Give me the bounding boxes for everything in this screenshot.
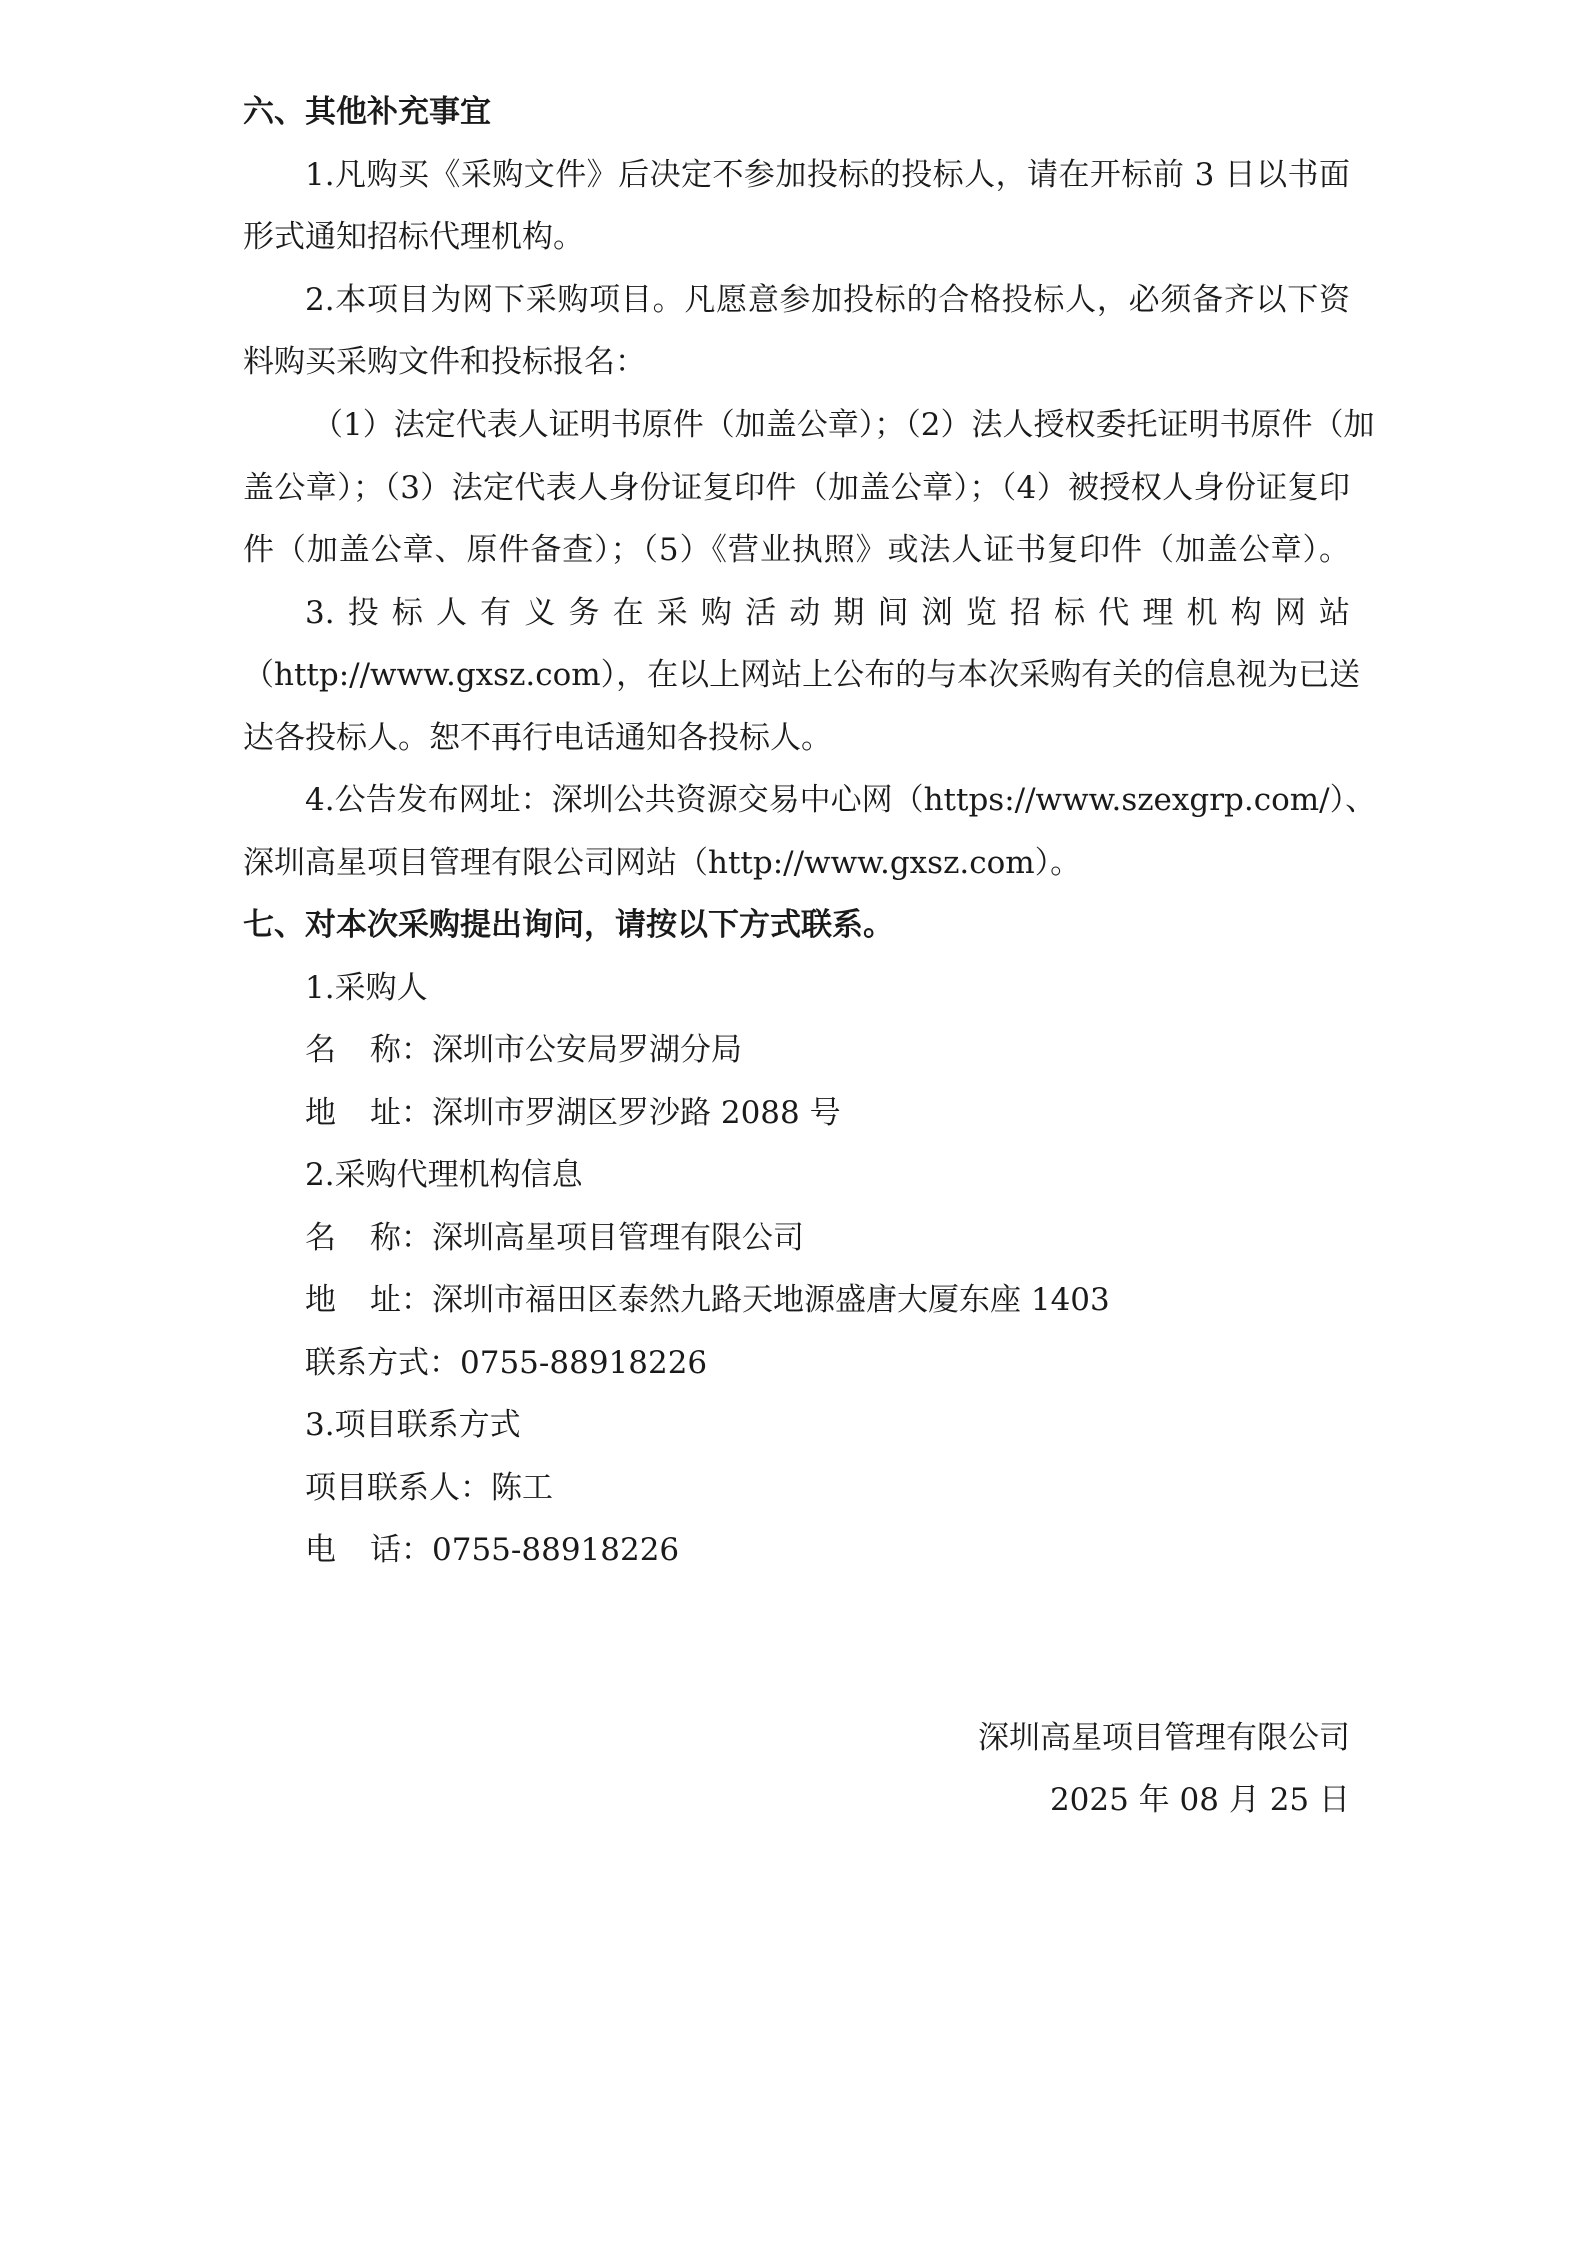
project-phone-value: ：0755-88918226 xyxy=(401,1532,680,1568)
agency-name-label: 名称 xyxy=(305,1220,401,1256)
item2-sub-line1: （1）法定代表人证明书原件（加盖公章）；（2）法人授权委托证明书原件（加 xyxy=(312,407,1375,443)
agency-name-row xyxy=(305,1218,804,1258)
project-person: 项目联系人：陈工 xyxy=(305,1470,553,1506)
project-phone-row xyxy=(305,1530,679,1570)
project-title: 3.项目联系方式 xyxy=(305,1407,521,1443)
project-phone-label: 电话 xyxy=(305,1532,401,1568)
agency-contact: 联系方式：0755-88918226 xyxy=(305,1345,708,1381)
agency-name-value: ：深圳高星项目管理有限公司 xyxy=(401,1220,804,1256)
item3-line1: 3.投标人有义务在采购活动期间浏览招标代理机构网站 xyxy=(305,595,1350,631)
item2-line2: 料购买采购文件和投标报名： xyxy=(243,344,646,380)
item3-line2: （http://www.gxsz.com），在以上网站上公布的与本次采购有关的信息视为已送 xyxy=(243,657,1361,693)
section7-heading: 七、对本次采购提出询问，请按以下方式联系。 xyxy=(243,907,894,943)
purchaser-addr-row xyxy=(305,1093,841,1133)
item4-line1: 4.公告发布网址：深圳公共资源交易中心网（https://www.szexgrp.com/）、 xyxy=(305,782,1377,818)
purchaser-title: 1.采购人 xyxy=(305,970,428,1006)
signature-date: 2025 年 08 月 25 日 xyxy=(1049,1782,1350,1818)
item1-line2: 形式通知招标代理机构。 xyxy=(243,219,584,255)
item4-line2: 深圳高星项目管理有限公司网站（http://www.gxsz.com）。 xyxy=(243,845,1082,881)
item2-line1: 2.本项目为网下采购项目。凡愿意参加投标的合格投标人，必须备齐以下资 xyxy=(305,282,1350,318)
purchaser-addr-value: ：深圳市罗湖区罗沙路 2088 号 xyxy=(401,1095,841,1131)
agency-title: 2.采购代理机构信息 xyxy=(305,1157,583,1193)
purchaser-addr-label: 地址 xyxy=(305,1095,401,1131)
item3-line3: 达各投标人。恕不再行电话通知各投标人。 xyxy=(243,720,832,756)
agency-addr-row xyxy=(305,1280,1110,1320)
section6-heading: 六、其他补充事宜 xyxy=(243,94,491,130)
agency-addr-label: 地址 xyxy=(305,1282,401,1318)
item2-sub-line3: 件（加盖公章、原件备查）；（5）《营业执照》或法人证书复印件（加盖公章）。 xyxy=(243,532,1350,568)
purchaser-name-label: 名称 xyxy=(305,1032,401,1068)
agency-addr-value: ：深圳市福田区泰然九路天地源盛唐大厦东座 1403 xyxy=(401,1282,1110,1318)
purchaser-name-row xyxy=(305,1030,742,1070)
purchaser-name-value: ：深圳市公安局罗湖分局 xyxy=(401,1032,742,1068)
item2-sub-line2: 盖公章）；（3）法定代表人身份证复印件（加盖公章）；（4）被授权人身份证复印 xyxy=(243,470,1350,506)
signature-company: 深圳高星项目管理有限公司 xyxy=(978,1720,1350,1756)
item1-line1: 1.凡购买《采购文件》后决定不参加投标的投标人，请在开标前 3 日以书面 xyxy=(305,157,1350,193)
